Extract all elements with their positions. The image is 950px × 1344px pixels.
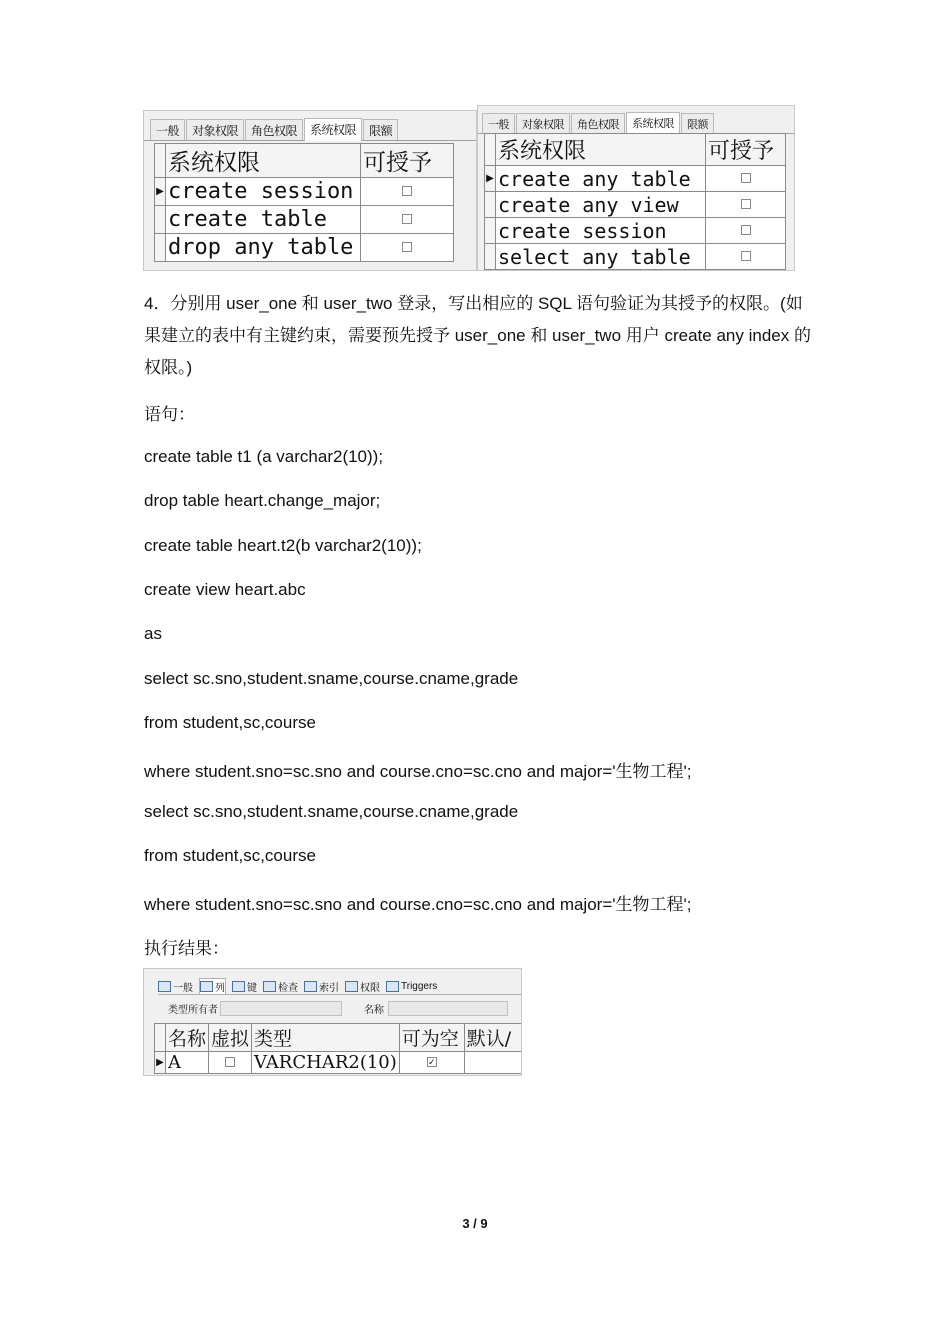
privilege-name: create session [496,218,706,244]
row-indicator [485,218,496,244]
privilege-name: select any table [496,244,706,270]
sql-statement-line: as [144,624,162,643]
tab-role-privileges[interactable]: 角色权限 [571,113,625,133]
current-row-indicator: ▶ [155,1052,166,1074]
grantable-cell [706,244,786,270]
tab-system-privileges[interactable]: 系统权限 [626,112,680,134]
columns-icon [200,981,213,992]
default-cell [464,1052,522,1074]
tab-object-privileges[interactable]: 对象权限 [186,119,244,140]
sql-statement-line: create view heart.abc [144,580,306,599]
current-row-indicator: ▶ [485,166,496,192]
column-header-virtual[interactable]: 虚拟 [209,1024,252,1052]
tab-bar [144,117,476,141]
table-row[interactable] [485,218,786,244]
table-row[interactable] [485,192,786,218]
tab-quota[interactable]: 限额 [681,113,714,133]
grantable-cell [361,234,454,262]
row-indicator-header [155,1024,166,1052]
name-label: 名称 [364,1005,384,1016]
tab-general[interactable]: 一般 [482,113,515,133]
sql-statement-line: select sc.sno,student.sname,course.cname,grade [144,802,519,821]
row-indicator-header [155,144,166,178]
sql-statement-line: drop table heart.change_major; [144,491,381,510]
nullable-checkbox[interactable]: ✓ [428,1057,436,1068]
name-input[interactable] [388,1001,508,1016]
type-cell: VARCHAR2(10) [252,1052,400,1074]
privileges-icon [345,981,358,992]
column-header-grantable[interactable]: 可授予 [706,134,786,166]
screenshot-user-one-privileges [143,110,477,271]
grid-header-row [155,1024,523,1052]
privileges-grid [154,143,454,262]
editor-toolbar [158,978,521,995]
sql-statement-line: from student,sc,course [144,713,316,732]
privilege-name: create any table [496,166,706,192]
grantable-cell [706,192,786,218]
grantable-checkbox[interactable] [741,199,751,209]
tab-privileges[interactable]: 权限 [345,979,380,994]
grantable-cell [361,178,454,206]
current-row-indicator: ▶ [155,178,166,206]
nullable-cell [399,1052,464,1074]
column-header-nullable[interactable]: 可为空 [399,1024,464,1052]
grid-header-row [155,144,454,178]
grantable-checkbox[interactable] [741,225,751,235]
privilege-name: create table [166,206,361,234]
grantable-checkbox[interactable] [402,214,412,224]
row-indicator [485,192,496,218]
type-owner-input[interactable] [220,1001,342,1016]
virtual-cell [209,1052,252,1074]
result-label: 执行结果： [144,939,229,958]
row-indicator [155,206,166,234]
tab-object-privileges[interactable]: 对象权限 [516,113,570,133]
screenshot-user-two-privileges [477,105,795,271]
privilege-name: create session [166,178,361,206]
virtual-checkbox[interactable] [225,1057,235,1067]
page-number: 3 / 9 [462,1216,488,1231]
grantable-checkbox[interactable] [741,173,751,183]
sql-statement-line: create table t1 (a varchar2(10)); [144,447,384,466]
screenshot-table-columns [143,968,522,1076]
grantable-checkbox[interactable] [741,251,751,261]
privilege-name: drop any table [166,234,361,262]
sql-statement-line: create table heart.t2(b varchar2(10)); [144,536,422,555]
grantable-cell [706,166,786,192]
tab-general[interactable]: 一般 [150,119,185,140]
tab-quota[interactable]: 限额 [363,119,398,140]
tab-keys[interactable]: 键 [232,979,257,994]
privileges-grid [484,133,786,270]
column-header-privilege[interactable]: 系统权限 [496,134,706,166]
sql-statement-line: from student,sc,course [144,846,316,865]
sql-statement-line: where student.sno=sc.sno and course.cno=sc.cno and major='生物工程'; [144,895,692,914]
grantable-cell [706,218,786,244]
tab-checks[interactable]: 检查 [263,979,298,994]
column-header-type[interactable]: 类型 [252,1024,400,1052]
column-name-cell: A [166,1052,209,1074]
row-indicator-header [485,134,496,166]
trigger-icon [386,981,399,992]
field-row [168,1001,508,1016]
privilege-name: create any view [496,192,706,218]
sql-statement-line: select sc.sno,student.sname,course.cname,grade [144,669,519,688]
tab-indexes[interactable]: 索引 [304,979,339,994]
statements-label: 语句： [144,405,195,424]
table-row[interactable] [155,234,454,262]
table-row[interactable] [155,178,454,206]
grid-header-row [485,134,786,166]
grantable-checkbox[interactable] [402,242,412,252]
tab-columns[interactable]: 列 [199,978,226,995]
table-row[interactable] [155,1052,523,1074]
tab-general[interactable]: 一般 [158,979,193,994]
sql-statement-line: where student.sno=sc.sno and course.cno=sc.cno and major='生物工程'; [144,762,692,781]
table-row[interactable] [485,166,786,192]
row-indicator [155,234,166,262]
column-header-name[interactable]: 名称 [166,1024,209,1052]
column-header-privilege[interactable]: 系统权限 [166,144,361,178]
column-header-default[interactable]: 默认/ [464,1024,522,1052]
grantable-cell [361,206,454,234]
tab-role-privileges[interactable]: 角色权限 [245,119,303,140]
tab-system-privileges[interactable]: 系统权限 [304,118,362,141]
tab-bar [478,111,794,134]
key-icon [232,981,245,992]
index-icon [304,981,317,992]
tab-triggers[interactable]: Triggers [386,981,437,992]
type-owner-label: 类型所有者 [168,1005,218,1016]
table-row[interactable] [485,244,786,270]
grantable-checkbox[interactable] [402,186,412,196]
instruction-paragraph: 4．分别用 user_one 和 user_two 登录，写出相应的 SQL 语句验证为其授予的权限。(如果建立的表中有主键约束，需要预先授予 user_one 和 user_two 用户 create any index 的权限。) [144,294,811,377]
general-icon [158,981,171,992]
table-row[interactable] [155,206,454,234]
check-icon [263,981,276,992]
row-indicator [485,244,496,270]
columns-grid [154,1023,522,1074]
column-header-grantable[interactable]: 可授予 [361,144,454,178]
